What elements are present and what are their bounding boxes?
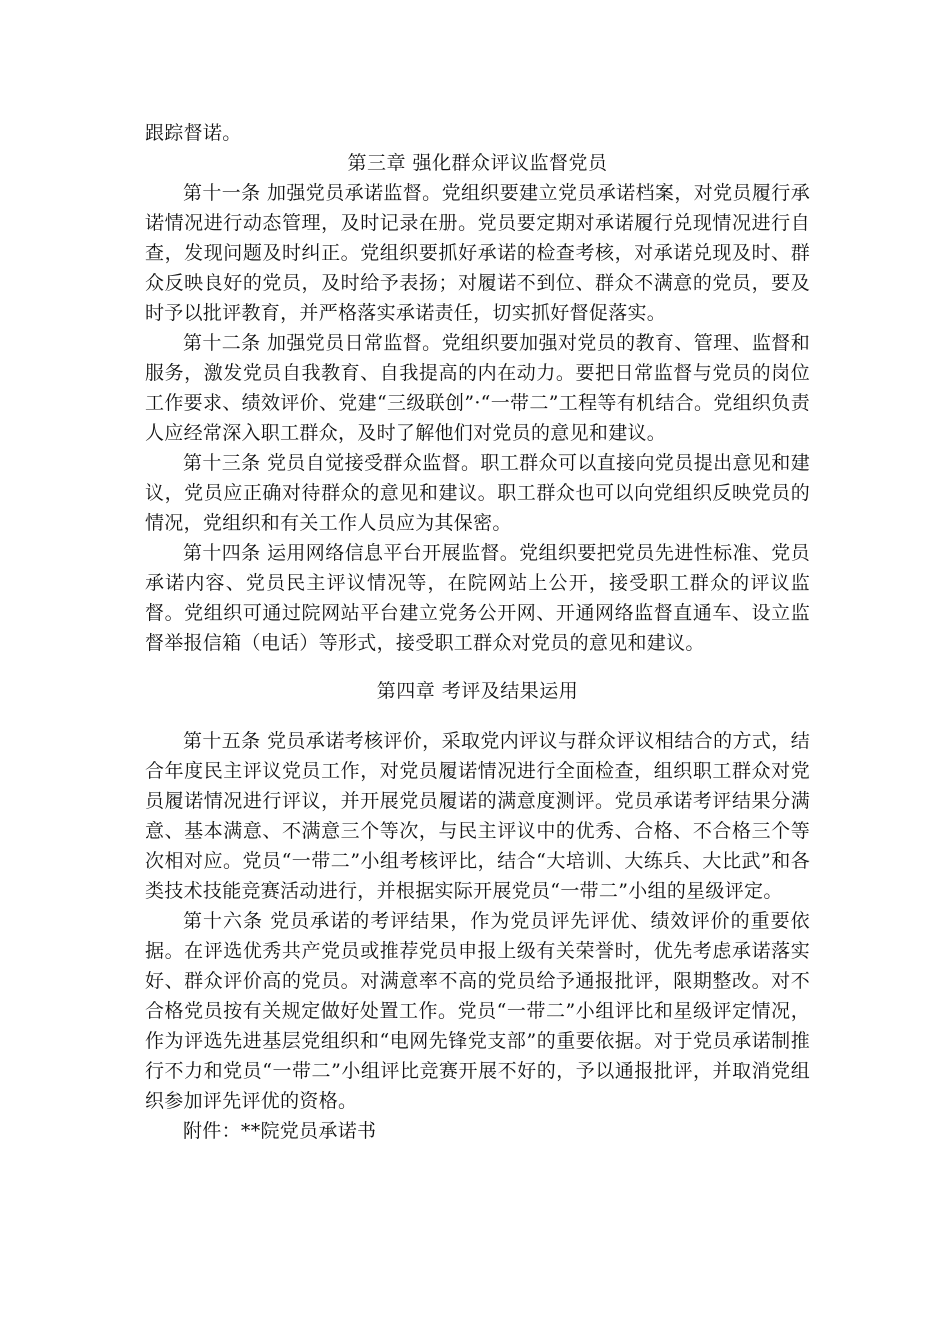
chapter-3-title: 第三章 强化群众评议监督党员 [347, 152, 608, 174]
article-11: 第十一条 加强党员承诺监督。党组织要建立党员承诺档案，对党员履行承诺情况进行动态管理，及时记录在册。党员要定期对承诺履行兑现情况进行自查，发现问题及时纠正。党组织要抓好承诺的检查考核，对承诺兑现及时、群众反映良好的党员，及时给予表扬；对履诺不到位、群众不满意的党员，要及时予以批评教育，并严格落实承诺责任，切实抓好督促落实。 [145, 182, 810, 324]
continuation-text: 跟踪督诺。 [145, 122, 242, 144]
chapter-4-title: 第四章 考评及结果运用 [376, 680, 579, 702]
article-16: 第十六条 党员承诺的考评结果，作为党员评先评优、绩效评价的重要依据。在评选优秀共产党员或推荐党员申报上级有关荣誉时，优先考虑承诺落实好、群众评价高的党员。对满意率不高的党员给予通报批评，限期整改。对不合格党员按有关规定做好处置工作。党员“一带二”小组评比和星级评定情况，作为评选先进基层党组织和“电网先锋党支部”的重要依据。对于党员承诺制推行不力和党员“一带二”小组评比竞赛开展不好的，予以通报批评，并取消党组织参加评先评优的资格。 [145, 910, 810, 1112]
document-page [145, 118, 810, 1146]
attachment-line: 附件：**院党员承诺书 [183, 1120, 377, 1142]
article-12: 第十二条 加强党员日常监督。党组织要加强对党员的教育、管理、监督和服务，激发党员自我教育、自我提高的内在动力。要把日常监督与党员的岗位工作要求、绩效评价、党建“三级联创”·“一带二”工程等有机结合。党组织负责人应经常深入职工群众，及时了解他们对党员的意见和建议。 [145, 332, 810, 444]
article-15: 第十五条 党员承诺考核评价，采取党内评议与群众评议相结合的方式，结合年度民主评议党员工作，对党员履诺情况进行全面检查，组织职工群众对党员履诺情况进行评议，并开展党员履诺的满意度测评。党员承诺考评结果分满意、基本满意、不满意三个等次，与民主评议中的优秀、合格、不合格三个等次相对应。党员“一带二”小组考核评比，结合“大培训、大练兵、大比武”和各类技术技能竞赛活动进行，并根据实际开展党员“一带二”小组的星级评定。 [145, 730, 810, 902]
article-14: 第十四条 运用网络信息平台开展监督。党组织要把党员先进性标准、党员承诺内容、党员民主评议情况等，在院网站上公开，接受职工群众的评议监督。党组织可通过院网站平台建立党务公开网、开通网络监督直通车、设立监督举报信箱（电话）等形式，接受职工群众对党员的意见和建议。 [145, 542, 810, 654]
article-13: 第十三条 党员自觉接受群众监督。职工群众可以直接向党员提出意见和建议，党员应正确对待群众的意见和建议。职工群众也可以向党组织反映党员的情况，党组织和有关工作人员应为其保密。 [145, 452, 810, 534]
